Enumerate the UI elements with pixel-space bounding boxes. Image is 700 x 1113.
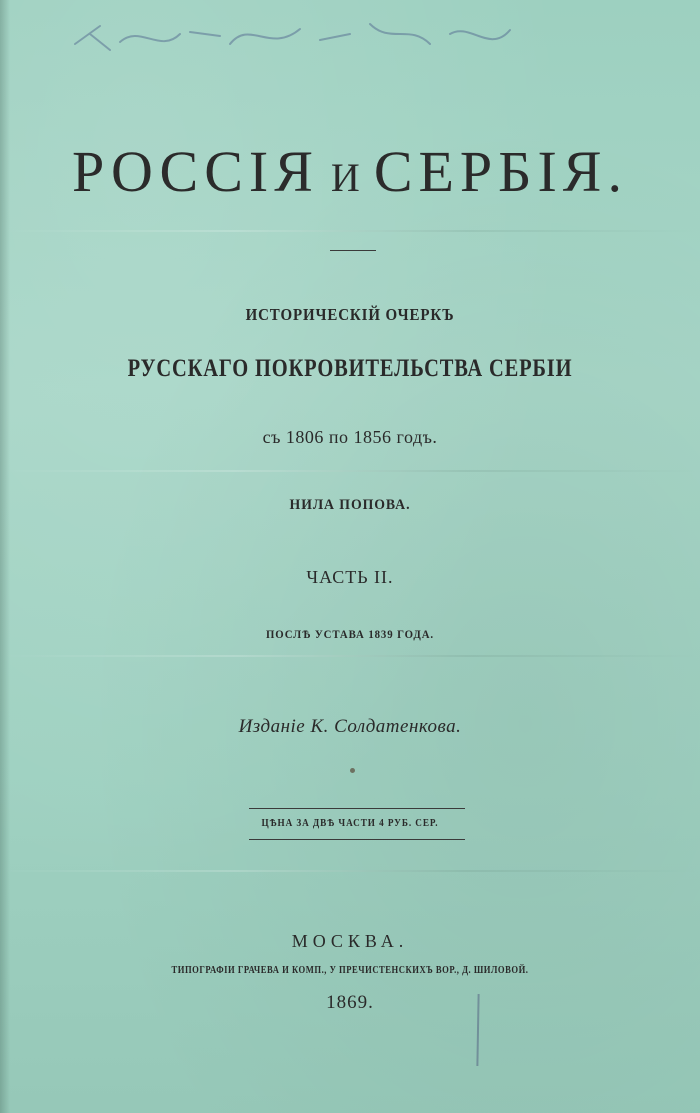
paper-crease: [0, 870, 700, 872]
subtitle-line1: ИСТОРИЧЕСКІЙ ОЧЕРКЪ: [245, 305, 455, 324]
ink-stroke-mark: [476, 994, 479, 1066]
paper-crease: [0, 655, 700, 657]
book-title: [0, 138, 700, 205]
paper-crease: [0, 230, 700, 232]
paper-crease: [0, 470, 700, 472]
price-text: ЦѢНА ЗА ДВѢ ЧАСТИ 4 РУБ. СЕР.: [261, 818, 439, 829]
publication-year: 1869.: [326, 992, 374, 1013]
handwritten-pencil-annotation: [70, 14, 530, 62]
subtitle-line2: РУССКАГО ПОКРОВИТЕЛЬСТВА СЕРБІИ: [127, 355, 573, 382]
author-name: НИЛА ПОПОВА.: [289, 497, 411, 513]
title-conjunction: И: [330, 155, 362, 200]
years-range: съ 1806 по 1856 годъ.: [262, 427, 438, 447]
volume-part: ЧАСТЬ II.: [306, 567, 394, 587]
printer-imprint: ТИПОГРАФІИ ГРАЧЕВА И КОМП., У ПРЕЧИСТЕНСКИХЪ ВОР., Д. ШИЛОВОЙ.: [171, 965, 529, 976]
ornament-dot: [350, 768, 355, 773]
title-part2: СЕРБІЯ.: [373, 139, 628, 204]
part-subtitle: ПОСЛѢ УСТАВА 1839 ГОДА.: [265, 627, 435, 641]
edition-note: Изданіе К. Солдатенкова.: [238, 716, 462, 737]
title-divider: [330, 250, 376, 251]
publication-city: МОСКВА.: [291, 931, 409, 951]
title-part1: РОССІЯ: [71, 139, 319, 204]
